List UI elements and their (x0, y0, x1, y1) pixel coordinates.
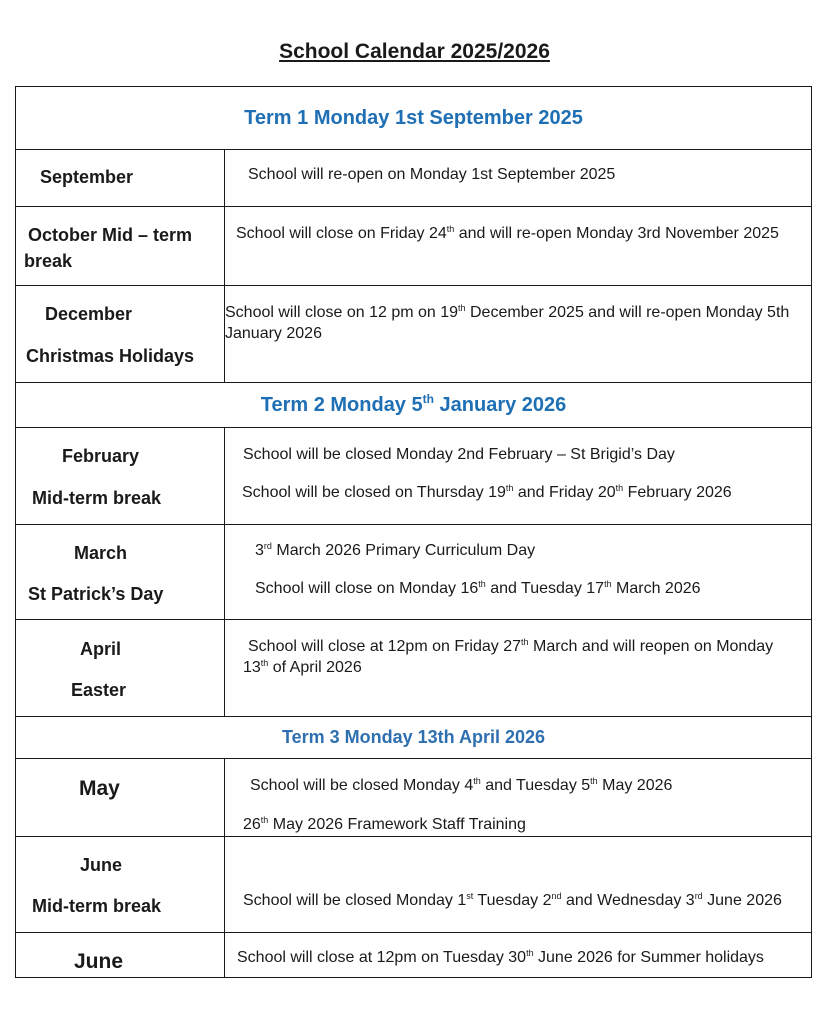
table-row (16, 620, 812, 717)
details-cell (225, 837, 812, 933)
month-sublabel: St Patrick’s Day (28, 584, 164, 604)
month-label: September (40, 167, 134, 187)
month-sublabel: break (24, 251, 73, 271)
month-label: October Mid – term (28, 225, 193, 245)
detail-text: School will be closed Monday 2nd February – St Brigid’s Day (243, 446, 675, 463)
details-cell (225, 759, 812, 837)
detail-text: January 2026 (225, 325, 322, 342)
month-sublabel: Mid-term break (32, 488, 162, 508)
details-cell (225, 933, 812, 978)
month-cell (16, 933, 225, 978)
table-row (16, 150, 812, 207)
detail-text: School will be closed on Thursday 19th and Friday 20th February 2026 (242, 483, 732, 501)
month-cell (16, 759, 225, 837)
month-cell (16, 620, 225, 717)
details-cell (225, 207, 812, 286)
term-2-row (16, 383, 812, 428)
month-label: April (80, 639, 122, 659)
detail-text: School will be closed Monday 1st Tuesday 2nd and Wednesday 3rd June 2026 (243, 891, 782, 909)
details-cell (225, 150, 812, 207)
detail-text: 13th of April 2026 (243, 658, 362, 676)
detail-text: School will close on 12 pm on 19th December 2025 and will re-open Monday 5th (225, 303, 790, 321)
month-label: February (62, 446, 140, 466)
details-cell (225, 525, 812, 620)
term-2-heading: Term 2 Monday 5th January 2026 (16, 383, 812, 428)
month-cell (16, 525, 225, 620)
details-cell (225, 620, 812, 717)
month-label: May (79, 777, 120, 800)
document-title: School Calendar 2025/2026 (279, 40, 550, 63)
detail-text: School will close at 12pm on Tuesday 30th June 2026 for Summer holidays (237, 948, 764, 966)
month-label: March (74, 543, 128, 563)
month-label: December (45, 304, 133, 324)
month-sublabel: Christmas Holidays (26, 346, 195, 366)
term-3-heading: Term 3 Monday 13th April 2026 (16, 717, 812, 759)
table-row (16, 286, 812, 383)
month-label: June (80, 855, 123, 875)
month-cell (16, 150, 225, 207)
month-cell (16, 428, 225, 525)
table-row (16, 207, 812, 286)
month-label: June (74, 950, 124, 973)
term-1-heading: Term 1 Monday 1st September 2025 (16, 87, 812, 150)
details-cell (225, 428, 812, 525)
detail-text: School will close at 12pm on Friday 27th March and will reopen on Monday (248, 637, 774, 655)
month-cell (16, 207, 225, 286)
table-row (16, 933, 812, 978)
table-row (16, 759, 812, 837)
month-cell (16, 837, 225, 933)
details-cell (225, 286, 812, 383)
table-row (16, 525, 812, 620)
term-3-row (16, 717, 812, 759)
detail-text: School will re-open on Monday 1st September 2025 (248, 166, 616, 183)
calendar-table (15, 86, 812, 978)
table-row (16, 837, 812, 933)
month-sublabel: Easter (71, 680, 127, 700)
detail-text: 3rd March 2026 Primary Curriculum Day (255, 541, 536, 559)
month-sublabel: Mid-term break (32, 896, 162, 916)
detail-text: School will close on Monday 16th and Tuesday 17th March 2026 (255, 579, 701, 597)
detail-text: 26th May 2026 Framework Staff Training (243, 815, 526, 833)
term-1-row (16, 87, 812, 150)
detail-text: School will be closed Monday 4th and Tuesday 5th May 2026 (250, 776, 673, 794)
detail-text: School will close on Friday 24th and will re-open Monday 3rd November 2025 (236, 224, 779, 242)
month-cell (16, 286, 225, 383)
table-row (16, 428, 812, 525)
